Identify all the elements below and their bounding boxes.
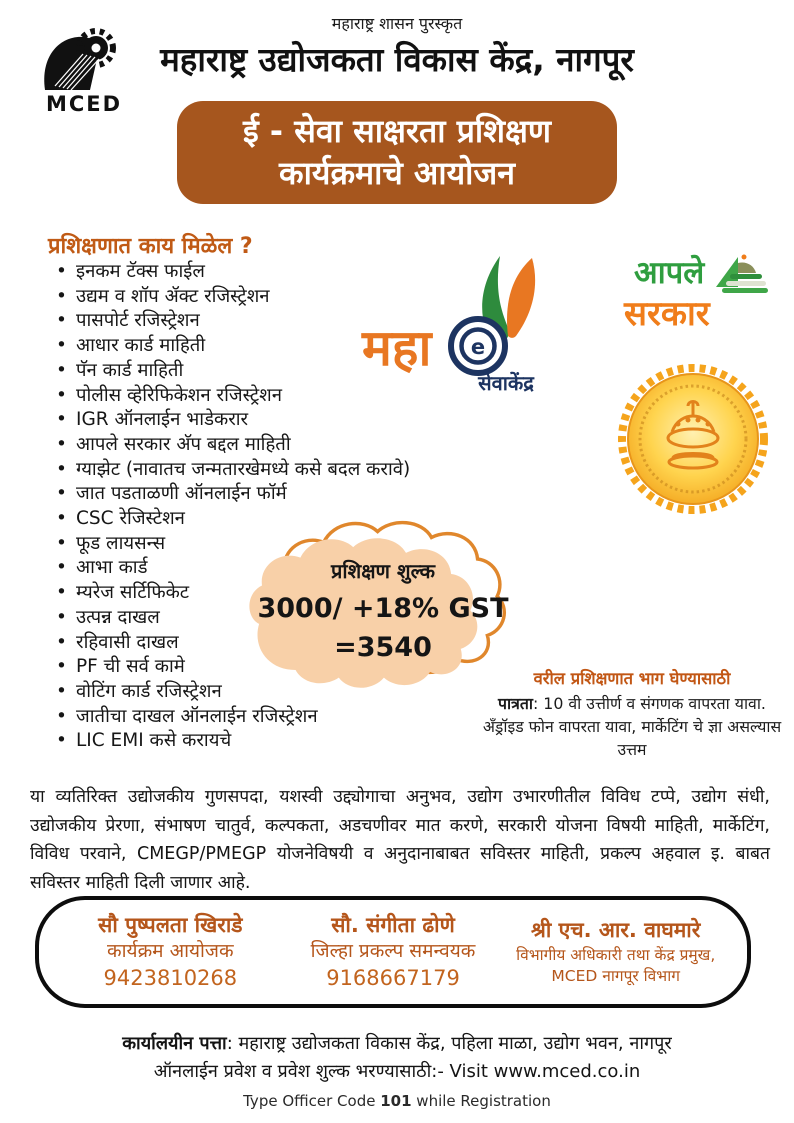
maha-seva-kendra-logo xyxy=(360,250,565,398)
contact-phone: 9168667179 xyxy=(326,965,460,990)
list-item: • PF ची सर्व कामे xyxy=(52,655,532,680)
officer-code-pre: Type Officer Code xyxy=(243,1092,381,1110)
contact-role: कार्यक्रम आयोजक xyxy=(107,940,234,963)
list-item: • आभा कार्ड xyxy=(52,556,532,581)
list-item: • जात पडताळणी ऑनलाईन फॉर्म xyxy=(52,482,532,507)
contact-officer xyxy=(508,917,723,986)
officer-code-post: while Registration xyxy=(411,1092,551,1110)
aaple-sarkar-logo xyxy=(616,243,768,341)
contact-name: सौ पुष्पलता खिराडे xyxy=(98,912,243,937)
list-item: • रहिवासी दाखल xyxy=(52,631,532,656)
training-list-heading: प्रशिक्षणात काय मिळेल ? xyxy=(48,234,253,259)
list-item: • पोलीस व्हेरिफिकेशन रजिस्ट्रेशन xyxy=(52,384,532,409)
event-banner xyxy=(177,101,617,204)
page-title: महाराष्ट्र उद्योजकता विकास केंद्र, नागपूर xyxy=(160,40,634,79)
mced-logo-text: MCED xyxy=(45,92,123,116)
online-registration-line: ऑनलाईन प्रवेश व प्रवेश शुल्क भरण्यासाठी:- Visit www.mced.co.in xyxy=(153,1061,641,1082)
contact-name: श्री एच. आर. वाघमारे xyxy=(531,918,701,943)
office-address xyxy=(0,1031,794,1055)
maha-e-letter: e xyxy=(470,335,486,359)
officer-code-line xyxy=(0,1092,794,1110)
maharashtra-seal xyxy=(616,362,770,516)
mced-head-gear-icon xyxy=(33,26,135,116)
list-item: • जातीचा दाखल ऑनलाईन रजिस्ट्रेशन xyxy=(52,705,532,730)
contact-role: जिल्हा प्रकल्प समन्वयक xyxy=(310,940,476,963)
list-item: • पासपोर्ट रजिस्ट्रेशन xyxy=(52,309,532,334)
list-item: • IGR ऑनलाईन भाडेकरार xyxy=(52,408,532,433)
banner-line1: ई - सेवा साक्षरता प्रशिक्षण xyxy=(242,112,552,151)
banner-line2: कार्यक्रमाचे आयोजन xyxy=(279,153,515,192)
eligibility-text: : 10 वी उत्तीर्ण व संगणक वापरता यावा. अँड्रॉइड फोन वापरता यावा, मार्केटिंग चे ज्ञा असल्यास उत्तम xyxy=(482,694,782,759)
list-item: • वोटिंग कार्ड रजिस्ट्रेशन xyxy=(52,680,532,705)
list-item: • आपले सरकार अ‍ॅप बद्दल माहिती xyxy=(52,433,532,458)
list-item: • आधार कार्ड माहिती xyxy=(52,334,532,359)
aaple-text: आपले xyxy=(634,255,705,291)
eligibility-label: पात्रता xyxy=(498,694,533,713)
contact-coordinator xyxy=(286,912,501,992)
address-label: कार्यालयीन पत्ता xyxy=(122,1033,227,1054)
mced-logo xyxy=(33,26,135,116)
list-item: • CSC रेजिस्टेशन xyxy=(52,507,532,532)
maha-text: महा xyxy=(362,319,432,377)
description-paragraph: या व्यतिरिक्त उद्योजकीय गुणसपदा, यशस्वी उद्द्योगाचा अनुभव, उद्योग उभारणीतील विविध टप्पे, उद्योग संधी, उद्योजकीय प्रेरणा, संभाषण चातुर्व, कल्पकता, अडचणीवर मात करणे, सरकारी योजना विषयी माहिती, मार्केटिंग, विविध परवाने, CMEGP/PMEGP योजनेविषयी व अनुदानाबाबत सविस्तर माहिती, प्रकल्प अहवाल इ. बाबत सविस्तर माहिती दिली जाणार आहे. xyxy=(30,787,770,893)
list-item: • फूड लायसन्स xyxy=(52,532,532,557)
list-item: • ग्याझेट (नावातच जन्मतारखेमध्ये कसे बदल करावे) xyxy=(52,458,532,483)
address-text: : महाराष्ट्र उद्योजकता विकास केंद्र, पहिला माळा, उद्योग भवन, नागपूर xyxy=(226,1033,672,1054)
sarkar-text: सरकार xyxy=(624,294,710,334)
fee-total: =3540 xyxy=(334,632,432,664)
contact-organizer xyxy=(63,912,278,992)
list-item: • उत्पन्न दाखल xyxy=(52,606,532,631)
eligibility-body xyxy=(482,693,782,762)
govt-sponsored-note: महाराष्ट्र शासन पुरस्कृत xyxy=(331,14,463,33)
golden-seal-icon xyxy=(616,362,770,516)
contact-role: विभागीय अधिकारी तथा केंद्र प्रमुख, xyxy=(516,945,716,964)
fee-text-block xyxy=(258,540,508,680)
list-item: • उद्यम व शॉप ॲक्ट रजिस्ट्रेशन xyxy=(52,285,532,310)
officer-code-value: 101 xyxy=(380,1092,412,1110)
list-item: • पॅन कार्ड माहिती xyxy=(52,359,532,384)
fee-amount: 3000/ +18% GST xyxy=(257,593,509,625)
contact-name: सौ. संगीता ढोणे xyxy=(331,912,455,937)
eligibility-block xyxy=(482,666,782,762)
fee-title: प्रशिक्षण शुल्क xyxy=(331,559,435,584)
sevakendra-text: सेवाकेंद्र xyxy=(478,371,534,395)
contact-role-2: MCED नागपूर विभाग xyxy=(551,966,680,985)
list-item: • म्यरेज सर्टिफिकेट xyxy=(52,581,532,606)
maha-seva-kendra-icon xyxy=(360,250,565,398)
eligibility-heading: वरील प्रशिक्षणात भाग घेण्यासाठी xyxy=(533,669,731,688)
aaple-sarkar-icon xyxy=(616,243,768,341)
contact-phone: 9423810268 xyxy=(103,965,238,990)
list-item: • LIC EMI कसे करायचे xyxy=(52,729,532,754)
list-item: • इनकम टॅक्स फाईल xyxy=(52,260,532,285)
contact-box xyxy=(35,896,751,1008)
